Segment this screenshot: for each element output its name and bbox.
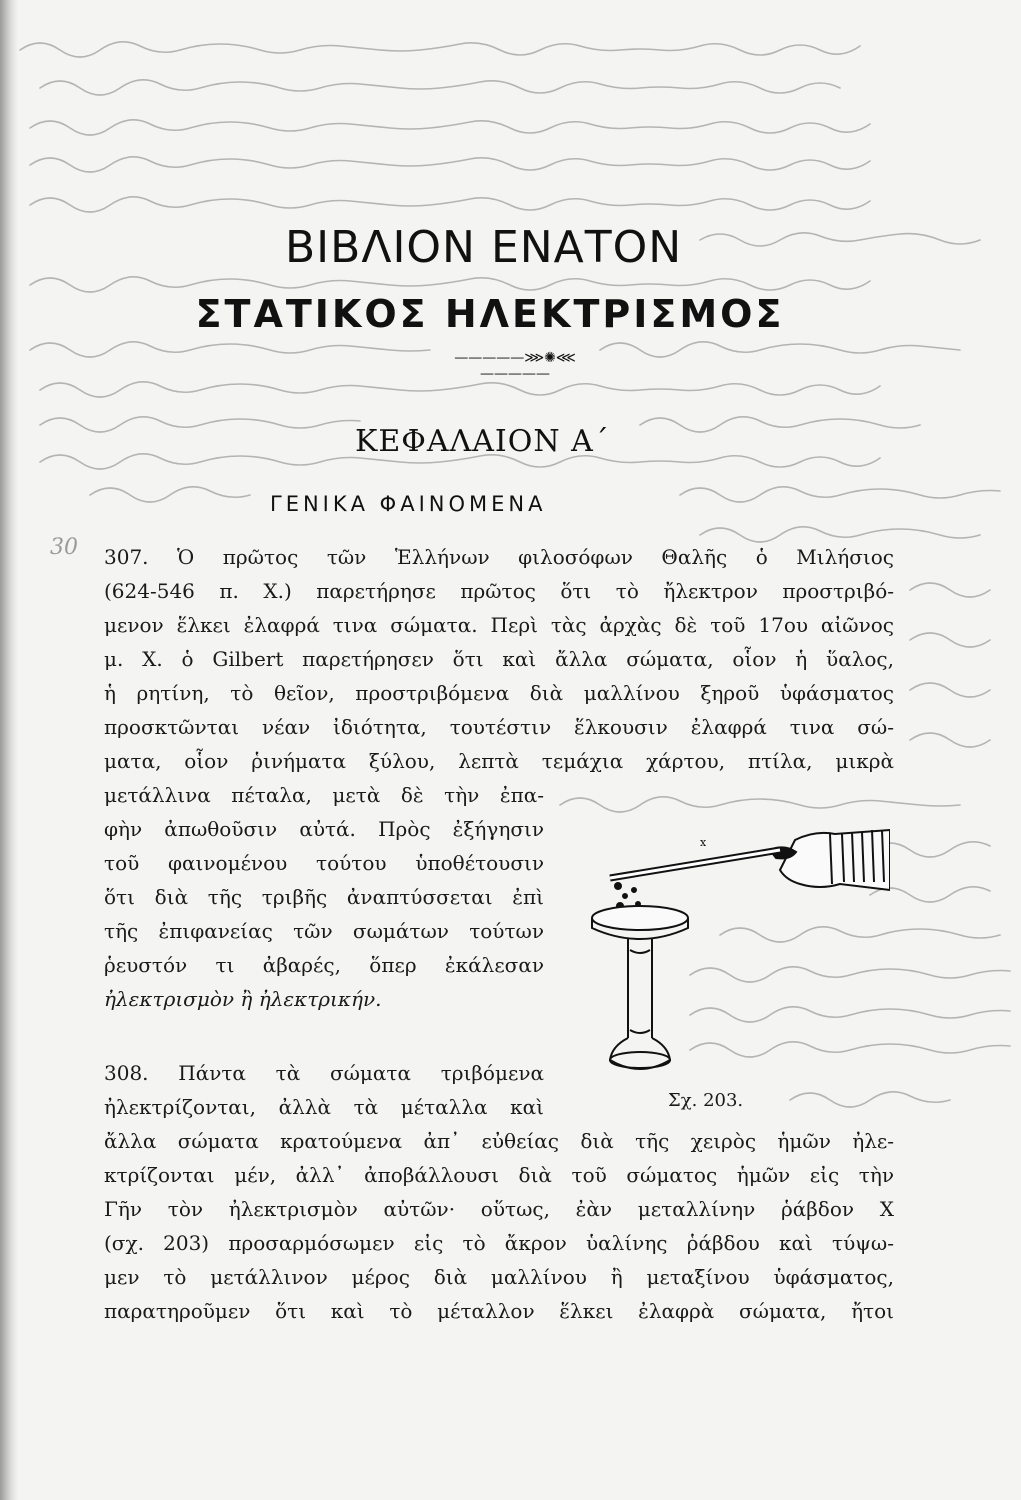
book-title: ΒΙΒΛΙΟΝ ΕΝΑΤΟΝ (285, 222, 683, 273)
text-line: 307. Ὁ πρῶτος τῶν Ἑλλήνων φιλοσόφων Θαλῆς ὁ Μιλήσιος (104, 545, 894, 569)
ornament-divider: —————⋙✺⋘————— (454, 350, 576, 382)
text-line: προσκτῶνται νέαν ἰδιότητα, τουτέστιν ἕλκουσιν ἐλαφρά τινα σώ- (104, 715, 894, 739)
text-line: μετάλλινα πέταλα, μετὰ δὲ τὴν ἐπα- (104, 783, 544, 807)
text-line: ματα, οἷον ῥινήματα ξύλου, λεπτὰ τεμάχια χάρτου, πτίλα, μικρὰ (104, 749, 894, 773)
text-line: μεν τὸ μετάλλινον μέρος διὰ μαλλίνου ἢ μεταξίνου ὑφάσματος, (104, 1265, 894, 1289)
text-line: ἄλλα σώματα κρατούμενα ἀπ᾽ εὐθείας διὰ τῆς χειρὸς ἡμῶν ἠλε- (104, 1129, 894, 1153)
text-line: παρατηροῦμεν ὅτι καὶ τὸ μέταλλον ἕλκει ἐλαφρὰ σώματα, ἤτοι (104, 1299, 894, 1323)
subject-title: ΣΤΑΤΙΚΟΣ ΗΛΕΚΤΡΙΣΜΟΣ (195, 292, 785, 336)
text-line: 308. Πάντα τὰ σώματα τριβόμενα (104, 1061, 544, 1085)
text-line: Γῆν τὸν ἠλεκτρισμὸν αὐτῶν· οὕτως, ἐὰν μεταλλίνην ῥάβδον Χ (104, 1197, 894, 1221)
text-line: ὅτι διὰ τῆς τριβῆς ἀναπτύσσεται ἐπὶ (104, 885, 544, 909)
text-line: ἡ ρητίνη, τὸ θεῖον, προστριβόμενα διὰ μαλλίνου ξηροῦ ὑφάσματος (104, 681, 894, 705)
rod-label: x (700, 836, 707, 849)
text-line: ῥευστόν τι ἀβαρές, ὅπερ ἐκάλεσαν (104, 953, 544, 977)
text-line: (σχ. 203) προσαρμόσωμεν εἰς τὸ ἄκρον ὑαλίνης ῥάβδου καὶ τύψω- (104, 1231, 894, 1255)
text-line: φὴν ἀπωθοῦσιν αὐτά. Πρὸς ἐξήγησιν (104, 817, 544, 841)
text-line: ἠλεκτρίζονται, ἀλλὰ τὰ μέταλλα καὶ (104, 1095, 544, 1119)
paragraph-307-narrow (104, 778, 544, 1016)
figure-caption: Σχ. 203. (668, 1090, 744, 1111)
text-line: ἠλεκτρισμὸν ἢ ἠλεκτρικήν. (104, 987, 382, 1011)
chapter-title: ΚΕΦΑΛΑΙΟΝ Α΄ (355, 424, 610, 459)
text-line: μενον ἕλκει ἐλαφρά τινα σώματα. Περὶ τὰς ἀρχὰς δὲ τοῦ 17ου αἰῶνος (104, 613, 894, 637)
paragraph-307-full (104, 540, 894, 778)
text-line: τοῦ φαινομένου τούτου ὑποθέτουσιν (104, 851, 544, 875)
text-line: τῆς ἐπιφανείας τῶν σωμάτων τούτων (104, 919, 544, 943)
paragraph-308-narrow (104, 1056, 544, 1124)
page-edge (0, 0, 18, 1500)
margin-note: 30 (50, 535, 78, 560)
paragraph-308-full (104, 1124, 894, 1328)
figure-hand-rod-table (590, 820, 890, 1080)
text-line: κτρίζονται μέν, ἀλλ᾽ ἀποβάλλουσι διὰ τοῦ σώματος ἡμῶν εἰς τὴν (104, 1163, 894, 1187)
text-line: μ. Χ. ὁ Gilbert παρετήρησεν ὅτι καὶ ἄλλα σώματα, οἷον ἡ ὕαλος, (104, 647, 894, 671)
text-line: (624-546 π. Χ.) παρετήρησε πρῶτος ὅτι τὸ ἤλεκτρον προστριβό- (104, 579, 894, 603)
section-title: ΓΕΝΙΚΑ ΦΑΙΝΟΜΕΝΑ (270, 492, 547, 516)
